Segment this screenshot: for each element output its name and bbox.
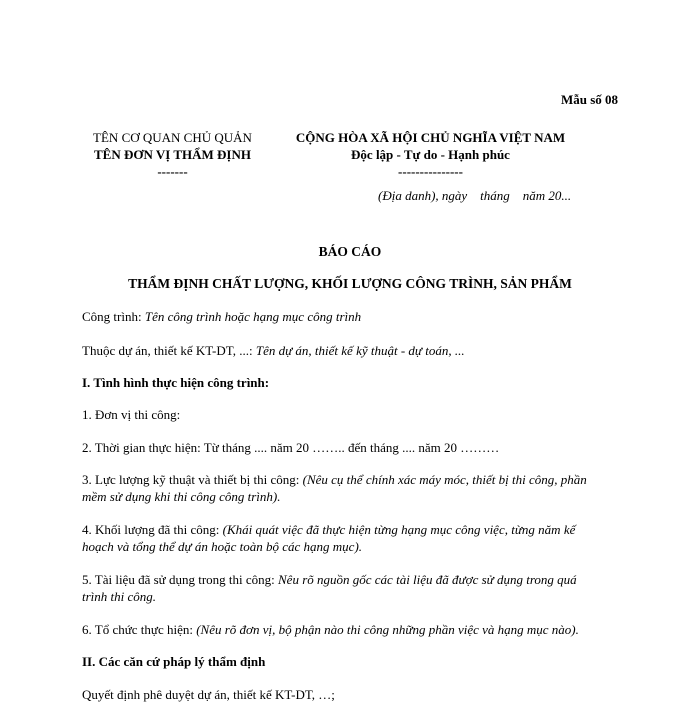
report-title: BÁO CÁO [318,244,382,259]
belongs-value: Tên dự án, thiết kế kỹ thuật - dự toán, ... [255,343,465,358]
section1-heading: I. Tình hình thực hiện công trình: [82,375,270,390]
item3-note-b: mềm sử dụng khi thi công công trình). [82,489,281,504]
national-motto: Độc lập - Tự do - Hạnh phúc [351,147,510,162]
place-date: (Địa danh), ngày tháng năm 20... [378,188,572,203]
item3-note-a: (Nêu cụ thể chính xác máy móc, thiết bị thi công, phần [302,472,587,487]
project-value: Tên công trình hoặc hạng mục công trình [144,309,362,324]
section1-item1: 1. Đơn vị thi công: [82,407,181,422]
belongs-label: Thuộc dự án, thiết kế KT-DT, ...: [82,343,256,358]
section2-heading: II. Các căn cứ pháp lý thẩm định [82,654,266,669]
item5-note-a: Nêu rõ nguồn gốc các tài liệu đã được sử dụng trong quá [278,572,577,587]
national-separator: --------------- [398,164,463,179]
belongs-field [82,342,622,359]
item4-note-b: hoạch và tổng thể dự án hoặc toàn bộ các hạng mục). [82,539,363,554]
item3-label: 3. Lực lượng kỹ thuật và thiết bị thi công: [82,472,303,487]
item4-note-a: (Khái quát việc đã thực hiện từng hạng mục công việc, từng năm kế [222,522,576,537]
item5-label: 5. Tài liệu đã sử dụng trong thi công: [82,572,279,587]
national-header [268,129,593,180]
section1-item6 [82,621,622,638]
section1-item3 [82,471,622,505]
agency-separator: ------- [157,164,188,179]
item4-label: 4. Khối lượng đã thi công: [82,522,223,537]
report-subtitle: THẨM ĐỊNH CHẤT LƯỢNG, KHỐI LƯỢNG CÔNG TRÌNH, SẢN PHẨM [128,276,572,291]
parent-agency-name: TÊN CƠ QUAN CHỦ QUẢN [93,130,252,145]
agency-header [70,129,275,180]
form-number: Mẫu số 08 [560,92,618,107]
project-field [82,308,622,325]
national-title: CỘNG HÒA XÃ HỘI CHỦ NGHĨA VIỆT NAM [295,130,566,145]
item6-label: 6. Tổ chức thực hiện: [82,622,197,637]
project-label: Công trình: [82,309,145,324]
item6-note: (Nêu rõ đơn vị, bộ phận nào thi công những phần việc và hạng mục nào). [196,622,579,637]
item5-note-b: trình thi công. [82,589,157,604]
section1-item2: 2. Thời gian thực hiện: Từ tháng .... năm 20 …….. đến tháng .... năm 20 ……… [82,440,500,455]
section2-item1: Quyết định phê duyệt dự án, thiết kế KT-DT, …; [82,687,335,702]
section1-item4 [82,521,622,555]
section1-item5 [82,571,622,605]
appraisal-unit-name: TÊN ĐƠN VỊ THẨM ĐỊNH [94,147,251,162]
